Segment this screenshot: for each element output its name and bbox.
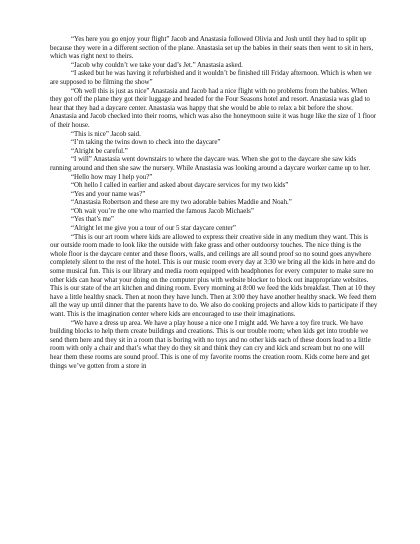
paragraph: “Yes here you go enjoy your flight” Jacob and Anastasia followed Olivia and Josh until they had to split up because they were in a different section of the plane. Anastasia set up the babies in their seats then went to sit in hers, which was right next to theirs.	[50, 36, 374, 61]
paragraph: “I asked but he was having it refurbished and it wouldn’t be finished till Friday afternoon. Which is when we are supposed to be filming the show”	[50, 70, 372, 86]
paragraph: “Anastasia Robertson and these are my two adorable babies Maddie and Noah.”	[71, 199, 292, 207]
paragraph: “Hello how may I help you?”	[71, 173, 153, 181]
paragraph: “Alright let me give you a tour of our 5 star daycare center”	[71, 225, 236, 233]
paragraph: “Oh well this is just as nice” Anastasia and Jacob had a nice flight with no problems from the babies. When they got off the plane they got their luggage and headed for the Four Seasons hotel and resort. Anastasia was glad to hear that they had a daycare center. Anastasia was happy that she would be able to relax a bit before the show. Anastasia and Jacob checked into their rooms, which was also the honeymoon suite it was huge like the size of 1 floor of their house.	[50, 87, 377, 129]
paragraph: “This is our art room where kids are allowed to express their creative side in any medium they want. This is our outside room made to look like the outside with fake grass and other outdoorsy touches. The nice thing is the whole floor is the daycare center and these floors, walls, and ceilings are all sound proof so no sound goes anywhere completely silent to the rest of the hotel. This is our music room every day at 3:30 we bring all the kids in here and do some musical fun. This is our library and media room equipped with headphones for every computer to make sure no other kids can hear what your doing on the computer plus with website blocker to block out inappropriate websites. This is our state of the art kitchen and dining room. Every morning at 8:00 we feed the kids breakfast. Then at 10 they have a little healthy snack. Then at noon they have lunch. Then at 3:00 they have another healthy snack. We feed them all the way up until dinner that the parents have to do. We also do cooking projects and allow kids to participate if they want. This is the imagination center where kids are encouraged to use their imaginations.	[50, 233, 378, 318]
paragraph: “Yes that’s me”	[71, 216, 114, 224]
paragraph: “Oh wait you’re the one who married the famous Jacob Michaels”	[71, 207, 254, 215]
paragraph: “Jacob why couldn’t we take your dad’s Jet.” Anastasia asked.	[71, 61, 243, 69]
paragraph: “I’m taking the twins down to check into the daycare”	[71, 139, 221, 147]
paragraph: “I will” Anastasia went downstairs to where the daycare was. When she got to the daycare she saw kids running around and then she saw the nursery. While Anastasia was looking around a daycare worker came up to her.	[50, 156, 371, 172]
paragraph: “We have a dress up area. We have a play house a nice one I might add. We have a toy fire truck. We have building blocks to help them create buildings and creations. This is our trouble room; when kids get into trouble we send them here and they sit in a room that is boring with no toys and no other kids each of these doors lead to a little room with only a chair and that’s what they do they sit and think they can cry and kick and scream but no one will hear them these rooms are sound proof. This is one of my favorite rooms the creation room. Kids come here and get things we’ve gotten from a store in	[50, 319, 371, 370]
document-page	[50, 36, 378, 371]
paragraph: “Alright be careful.”	[71, 147, 128, 155]
paragraph: “Oh hello I called in earlier and asked about daycare services for my two kids”	[71, 182, 289, 190]
paragraph: “This is nice” Jacob said.	[71, 130, 141, 138]
paragraph: “Yes and your name was?”	[71, 190, 146, 198]
